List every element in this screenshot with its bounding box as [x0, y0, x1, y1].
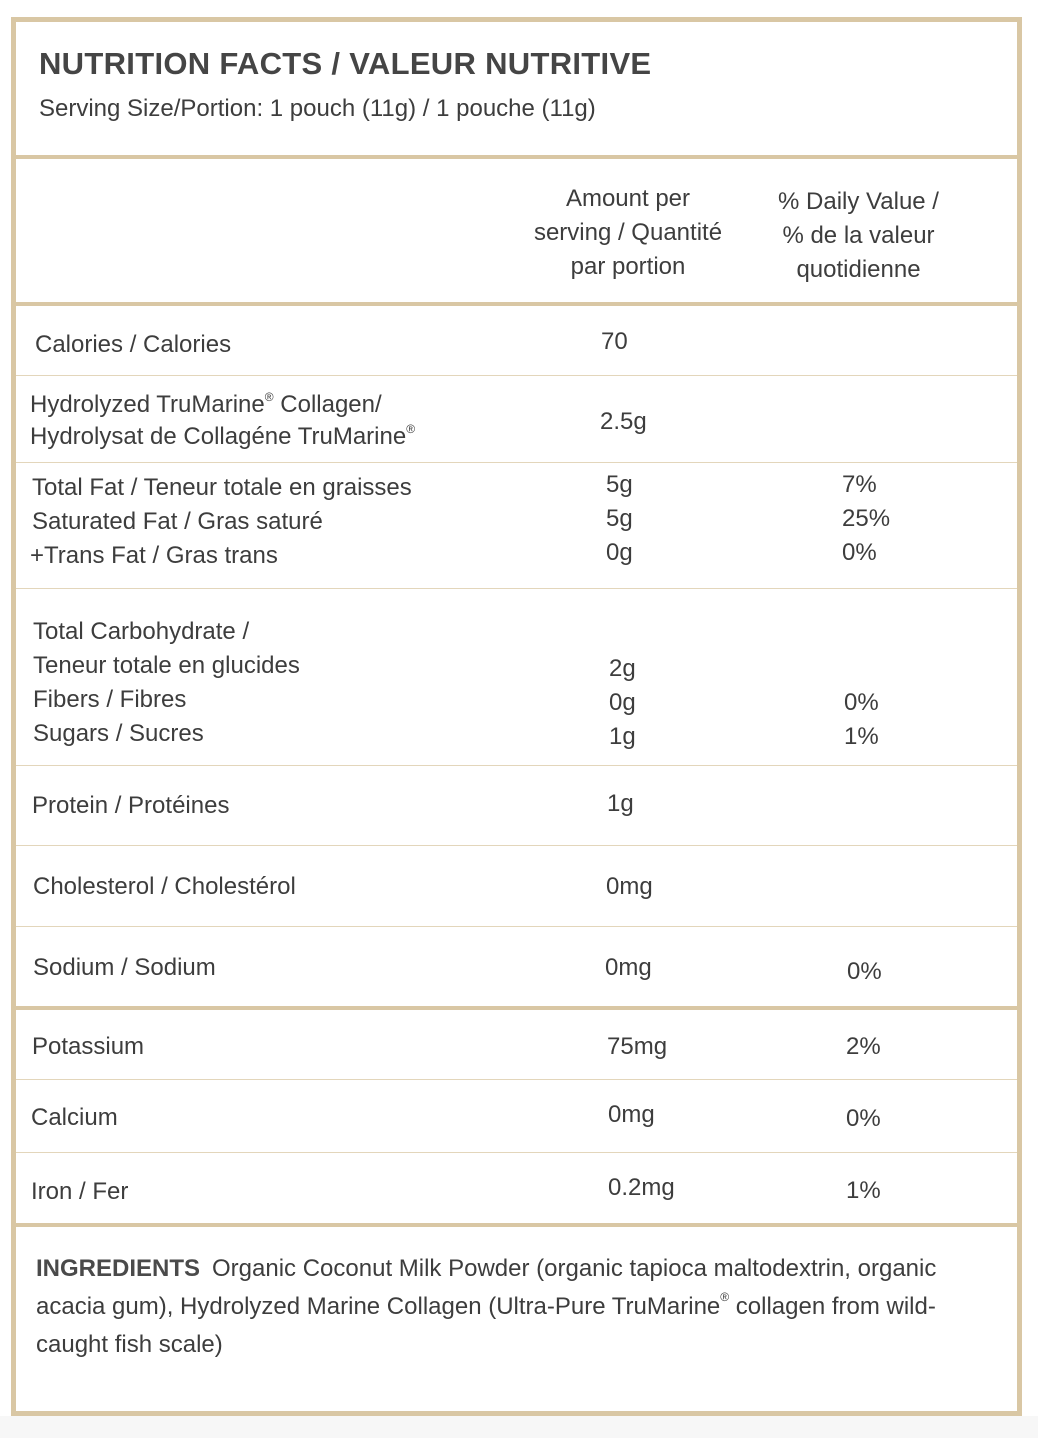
sugars-label: Sugars / Sucres — [33, 720, 204, 747]
saturated-fat-amount: 5g — [606, 505, 633, 532]
amount-column-header: Amount per serving / Quantité par portion — [533, 185, 723, 280]
sugars-dv: 1% — [844, 723, 879, 750]
row-divider — [16, 462, 1017, 463]
divider — [16, 302, 1017, 306]
fiber-dv: 0% — [844, 689, 879, 716]
calcium-label: Calcium — [31, 1104, 118, 1131]
row-divider — [16, 765, 1017, 766]
daily-value-column-header: % Daily Value / % de la valeur quotidienne — [778, 188, 939, 283]
collagen-label: Hydrolyzed TruMarine® Collagen/ — [30, 390, 382, 418]
saturated-fat-label: Saturated Fat / Gras saturé — [32, 508, 323, 535]
serving-size: Serving Size/Portion: 1 pouch (11g) / 1 pouche (11g) — [39, 95, 596, 122]
page-bottom-strip — [0, 1416, 1038, 1438]
sugars-amount: 1g — [609, 723, 636, 750]
total-fat-label: Total Fat / Teneur totale en graisses — [32, 474, 412, 501]
total-fat-dv: 7% — [842, 471, 877, 498]
divider — [16, 1006, 1017, 1010]
divider — [16, 1223, 1017, 1227]
carbohydrate-label-fr: Teneur totale en glucides — [33, 652, 300, 679]
iron-dv: 1% — [846, 1177, 881, 1204]
row-divider — [16, 1079, 1017, 1080]
potassium-amount: 75mg — [607, 1033, 668, 1060]
protein-amount: 1g — [607, 790, 634, 817]
row-divider — [16, 375, 1017, 376]
ingredients-heading: INGREDIENTS — [36, 1255, 201, 1282]
protein-label: Protein / Protéines — [32, 792, 230, 819]
nutrition-facts-panel — [11, 17, 1022, 1416]
carbohydrate-label: Total Carbohydrate / — [33, 618, 250, 645]
trans-fat-dv: 0% — [842, 539, 877, 566]
calcium-dv: 0% — [846, 1105, 881, 1132]
potassium-dv: 2% — [846, 1033, 881, 1060]
calories-label: Calories / Calories — [35, 331, 232, 358]
calories-amount: 70 — [601, 328, 628, 355]
iron-label: Iron / Fer — [31, 1178, 129, 1205]
collagen-amount: 2.5g — [600, 408, 647, 435]
trans-fat-label: +Trans Fat / Gras trans — [30, 542, 278, 569]
fiber-amount: 0g — [609, 689, 636, 716]
trans-fat-amount: 0g — [606, 539, 633, 566]
row-divider — [16, 588, 1017, 589]
saturated-fat-dv: 25% — [842, 505, 891, 532]
row-divider — [16, 845, 1017, 846]
potassium-label: Potassium — [32, 1033, 145, 1060]
calcium-amount: 0mg — [608, 1101, 655, 1128]
sodium-dv: 0% — [847, 958, 882, 985]
sodium-label: Sodium / Sodium — [33, 954, 216, 981]
row-divider — [16, 926, 1017, 927]
divider — [16, 155, 1017, 159]
iron-amount: 0.2mg — [608, 1174, 675, 1201]
cholesterol-amount: 0mg — [606, 873, 653, 900]
cholesterol-label: Cholesterol / Cholestérol — [33, 873, 296, 900]
carbohydrate-amount: 2g — [609, 655, 636, 682]
ingredients-text: INGREDIENTS Organic Coconut Milk Powder (organic tapioca maltodextrin, organic acacia gum), Hydrolyzed Marine Collagen (Ultra-Pure TruMarine® collagen from wild-caught fish scale) — [36, 1255, 937, 1358]
fiber-label: Fibers / Fibres — [33, 686, 187, 713]
collagen-label-fr: Hydrolysat de Collagéne TruMarine® — [30, 422, 416, 450]
sodium-amount: 0mg — [605, 954, 652, 981]
label-title: NUTRITION FACTS / VALEUR NUTRITIVE — [39, 46, 652, 81]
total-fat-amount: 5g — [606, 471, 633, 498]
row-divider — [16, 1152, 1017, 1153]
